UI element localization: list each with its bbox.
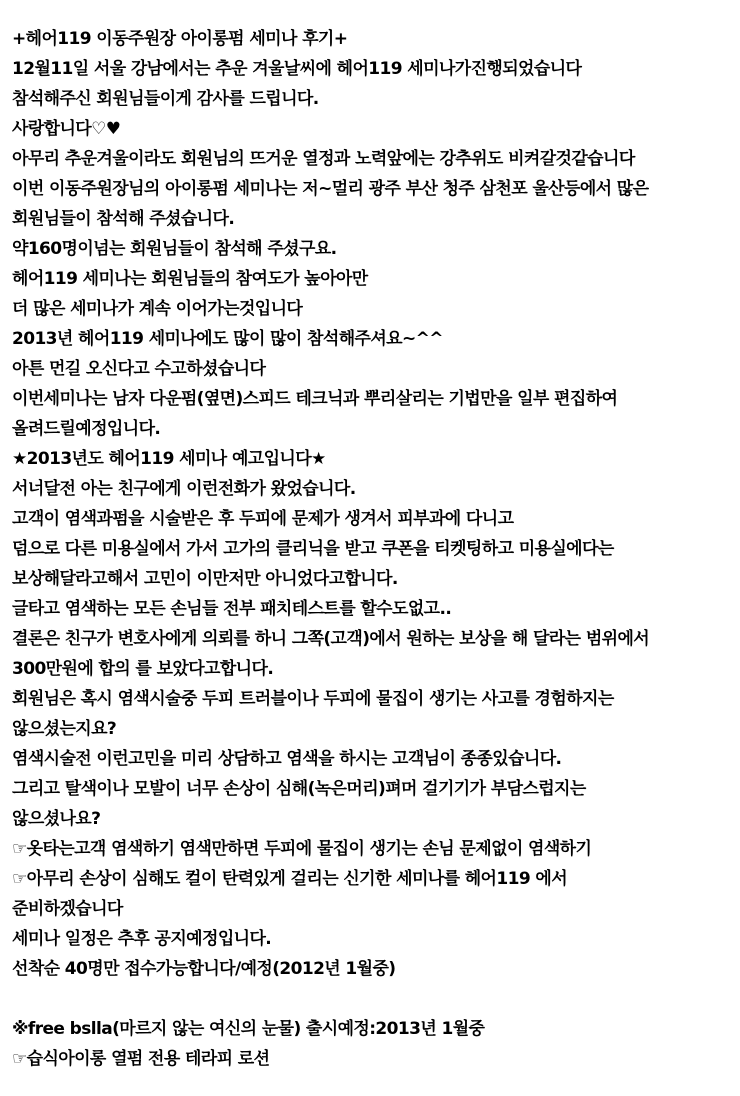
post-line: 회원님은 혹시 염색시술중 두피 트러블이나 두피에 물집이 생기는 사고를 경험하지는 [12, 689, 614, 709]
post-line: 아무리 추운겨울이라도 회원님의 뜨거운 열정과 노력앞에는 강추위도 비켜갈것같습니다 [12, 149, 635, 169]
post-line: 300만원에 합의 를 보았다고합니다. [12, 659, 274, 679]
post-bullet-line: ☞옷타는고객 염색하기 염색만하면 두피에 물집이 생기는 손님 문제없이 염색하기 [12, 839, 592, 859]
post-section-heading: ★2013년도 헤어119 세미나 예고입니다★ [12, 449, 326, 469]
post-line: 약160명이넘는 회원님들이 참석해 주셨구요. [12, 239, 337, 259]
post-line: 세미나 일정은 추후 공지예정입니다. [12, 929, 272, 949]
post-bullet-line: ☞습식아이롱 열펌 전용 테라피 로션 [12, 1049, 270, 1069]
post-title: +헤어119 이동주원장 아이롱펌 세미나 후기+ [12, 29, 348, 49]
post-line: 그리고 탈색이나 모발이 너무 손상이 심해(녹은머리)펴머 걸기기가 부담스럽지는 [12, 779, 586, 799]
post-line: 고객이 염색과펌을 시술받은 후 두피에 문제가 생겨서 피부과에 다니고 [12, 509, 514, 529]
post-line: 염색시술전 이런고민을 미리 상담하고 염색을 하시는 고객님이 종종있습니다. [12, 749, 562, 769]
post-line: 않으셨는지요? [12, 719, 117, 739]
post-line: 결론은 친구가 변호사에게 의뢰를 하니 그쪽(고객)에서 원하는 보상을 해 달라는 범위에서 [12, 629, 650, 649]
post-line: 올려드릴예정입니다. [12, 419, 161, 439]
post-note-line: ※free bslla(마르지 않는 여신의 눈물) 출시예정:2013년 1월중 [12, 1019, 485, 1039]
post-line: 이번세미나는 남자 다운펌(옆면)스피드 테크닉과 뿌리살리는 기법만을 일부 편집하여 [12, 389, 618, 409]
post-line: 선착순 40명만 접수가능합니다/예정(2012년 1월중) [12, 959, 396, 979]
post-line: 더 많은 세미나가 계속 이어가는것입니다 [12, 299, 303, 319]
post-line: 회원님들이 참석해 주셨습니다. [12, 209, 235, 229]
post-line: 준비하겠습니다 [12, 899, 123, 919]
post-line: 사랑합니다♡♥ [12, 119, 121, 139]
post-line: 글타고 염색하는 모든 손님들 전부 패치테스트를 할수도없고.. [12, 599, 452, 619]
post-line: 보상해달라고해서 고민이 이만저만 아니었다고합니다. [12, 569, 398, 589]
post-line: 참석해주신 회원님들이게 감사를 드립니다. [12, 89, 319, 109]
post-line: 2013년 헤어119 세미나에도 많이 많이 참석해주셔요~^^ [12, 329, 443, 349]
post-line: 아튼 먼길 오신다고 수고하셨습니다 [12, 359, 266, 379]
post-line: 헤어119 세미나는 회원님들의 참여도가 높아아만 [12, 269, 368, 289]
post-line: 이번 이동주원장님의 아이롱펌 세미나는 저~멀리 광주 부산 청주 삼천포 울산등에서 많은 [12, 179, 649, 199]
blank-line [12, 984, 740, 1014]
post-line: 덤으로 다른 미용실에서 가서 고가의 클리닉을 받고 쿠폰을 티켓팅하고 미용실에다는 [12, 539, 614, 559]
post-line: 않으셨나요? [12, 809, 101, 829]
post-bullet-line: ☞아무리 손상이 심해도 컬이 탄력있게 걸리는 신기한 세미나를 헤어119 에서 [12, 869, 568, 889]
post-line: 서너달전 아는 친구에게 이런전화가 왔었습니다. [12, 479, 356, 499]
post-line: 12월11일 서울 강남에서는 추운 겨울날씨에 헤어119 세미나가진행되었습니다 [12, 59, 582, 79]
